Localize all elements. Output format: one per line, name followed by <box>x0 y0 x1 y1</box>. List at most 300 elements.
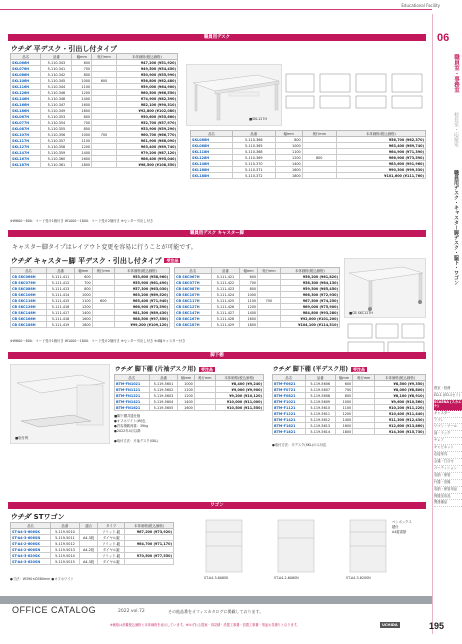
caster-table-right <box>174 267 340 328</box>
catalog-reference: その他品番をオフィスカタログに掲載しております。 <box>168 609 264 614</box>
table-cell: SKL148H <box>191 161 233 167</box>
table-cell: ¥9,200 (¥10,120) <box>215 393 263 399</box>
table-cell: ¥67,500 (¥74,250) <box>280 298 339 304</box>
table-cell: CB SKC127H <box>175 304 212 310</box>
column-header: 本体価格(税込価格) <box>125 523 174 529</box>
table-cell: ¥64,900 (¥71,390) <box>336 149 425 155</box>
table-cell: BTM-F0821 <box>273 393 306 399</box>
sidebar-nav-item[interactable]: ED-1 (ED-1セミ) <box>434 393 462 400</box>
desk-table-right <box>190 130 426 179</box>
table-cell: ¥66,900 (¥73,590) <box>114 304 169 310</box>
made-to-order-badge: 受注品 <box>166 258 179 263</box>
shelf-table-left <box>114 374 264 411</box>
table-cell: 5-119-5613 <box>305 423 335 429</box>
wagon-images <box>186 514 426 586</box>
table-cell: ¥81,300 (¥89,430) <box>114 310 169 316</box>
column-header: 品名 <box>175 268 212 274</box>
table-cell: ¥10,500 (¥11,550) <box>215 405 263 411</box>
table-cell: ¥58,300 (¥64,130) <box>280 280 339 286</box>
wagon-callouts <box>392 520 412 535</box>
wagon-label-2: ST-A4-2-606SN <box>274 576 299 580</box>
product-title: 平デスク・引出し付タイプ <box>33 45 118 53</box>
table-cell: 5-110-366 <box>232 137 275 143</box>
table-cell: BTM-F1221 <box>273 411 306 417</box>
table-cell: SKL187H <box>11 162 41 168</box>
catalog-title: OFFICE CATALOG <box>12 605 97 615</box>
table-cell: 5-119-5607 <box>305 387 335 393</box>
caster-image-label: ■CB SKC127H <box>349 311 373 315</box>
table-cell: SKL167H <box>11 156 41 162</box>
table-cell: 5-119-5608 <box>305 393 335 399</box>
table-cell: 5-110-365 <box>232 143 275 149</box>
footer-band <box>0 596 432 604</box>
sidebar-nav-item[interactable]: ワゴン・ツール <box>434 424 462 431</box>
desk-note: ※W600～800：コード受け1個付き W1000～1800：コード受け2個付き ※センター引出し付き <box>10 219 154 223</box>
table-cell: 600 <box>75 274 93 280</box>
brand-logo: ウチダ <box>10 257 31 265</box>
shelf-illustration <box>11 365 111 445</box>
column-header: 本体価格(税込価格) <box>114 268 169 274</box>
table-cell: CB SKC126H <box>11 304 47 310</box>
table-cell: 5-119-5612 <box>305 417 335 423</box>
table-cell: ダイヤル錠 <box>98 559 125 565</box>
page-number: 195 <box>428 621 444 631</box>
column-header: 幅mm <box>75 268 93 274</box>
section-bar-shelf: 脚下棚 <box>8 352 426 359</box>
table-cell: SKL106H <box>11 78 41 84</box>
table-cell: CB SKC187H <box>175 322 212 328</box>
table-row <box>273 429 426 435</box>
spec-load: ●許容積載荷重：39kg <box>114 424 149 428</box>
column-header: 奥行mm <box>92 54 117 60</box>
table-cell: 700 <box>72 66 92 72</box>
table-cell <box>194 405 215 411</box>
table-cell: CB SKC106H <box>11 292 47 298</box>
column-header: 品名 <box>115 375 150 381</box>
column-header: 幅mm <box>178 375 194 381</box>
table-cell: 5-119-5610 <box>305 405 335 411</box>
section-bar-caster: 職員用デスク キャスター脚 <box>8 230 426 237</box>
table-cell: 5-110-368 <box>232 149 275 155</box>
table-cell: BTM-FN1421 <box>115 399 150 405</box>
table-cell: 1800 <box>275 173 302 179</box>
table-cell: 800 <box>275 137 302 143</box>
dimension-diagram <box>284 66 426 112</box>
table-cell: 5-110-360 <box>41 156 72 162</box>
table-cell: 1400 <box>72 96 92 102</box>
table-cell: 1800 <box>72 108 92 114</box>
shelf-image <box>10 364 110 444</box>
table-cell: 5-111-411 <box>47 274 75 280</box>
table-cell: 1200 <box>275 155 302 161</box>
table-cell: 5-111-424 <box>211 292 239 298</box>
table-cell: 1800 <box>75 322 93 328</box>
wagon-table <box>10 522 174 565</box>
table-cell: 1200 <box>335 411 352 417</box>
table-cell: BTM-F1121 <box>273 405 306 411</box>
table-cell: 5-110-342 <box>41 72 72 78</box>
column-header: 奥行mm <box>353 375 375 381</box>
table-cell: ¥101,600 (¥111,760) <box>336 173 425 179</box>
table-cell: BTM-F0621 <box>273 381 306 387</box>
sidebar-nav-item[interactable]: 袖・ラック <box>434 431 462 438</box>
table-cell: SKL086H <box>11 72 41 78</box>
table-cell: 5-119-5015 <box>50 559 79 565</box>
table-cell: SKL128H <box>191 155 233 161</box>
table-cell: ¥9,000 (¥9,900) <box>215 387 263 393</box>
table-cell: 5-110-372 <box>232 173 275 179</box>
table-cell: ¥59,500 (¥65,450) <box>280 286 339 292</box>
table-cell: 1100 <box>275 149 302 155</box>
callout-pen-box: ペンボックス <box>392 520 412 524</box>
table-cell: 5-111-421 <box>211 274 239 280</box>
table-cell: 1100 <box>335 405 352 411</box>
column-header: 品名 <box>273 375 306 381</box>
wagon-note: ●寸法：W390×D580mm ●オフホワイト <box>10 577 74 581</box>
table-cell: ¥53,900 (¥59,290) <box>116 126 177 132</box>
table-cell: ¥66,300 (¥72,930) <box>280 292 339 298</box>
table-cell: 1400 <box>72 150 92 156</box>
table-row <box>175 322 340 328</box>
table-cell: ソリッド-錠 <box>98 529 125 535</box>
table-cell: BTM-F1821 <box>273 429 306 435</box>
table-row <box>115 405 264 411</box>
table-cell: A4-3段 <box>79 535 97 541</box>
table-cell: CB SKC076H <box>11 280 47 286</box>
table-cell: 600 <box>240 274 258 280</box>
table-cell: SKL087H <box>11 126 41 132</box>
table-cell: 1100 <box>75 298 93 304</box>
table-cell: ¥74,900 (¥82,390) <box>116 96 177 102</box>
table-cell: ¥104,100 (¥114,510) <box>280 322 339 328</box>
table-cell: 5-110-341 <box>41 66 72 72</box>
table-cell: ソリッド-錠 <box>98 541 125 547</box>
caster-desk-illustration <box>345 259 427 319</box>
table-cell: CB SKC067H <box>175 274 212 280</box>
table-cell: ¥59,000 (¥64,900) <box>116 84 177 90</box>
table-cell: ¥84,800 (¥93,280) <box>280 310 339 316</box>
sidebar <box>432 14 462 634</box>
table-cell: 800 <box>72 126 92 132</box>
caster-dimension-diagram <box>346 322 426 356</box>
table-cell: 5-111-417 <box>47 310 75 316</box>
table-cell: 5-110-361 <box>41 162 72 168</box>
column-header: 品名 <box>11 54 41 60</box>
table-cell: SKL126H <box>11 90 41 96</box>
table-cell: A4-3段 <box>79 559 97 565</box>
sidebar-nav-item[interactable]: 応接家具 <box>434 452 462 459</box>
table-cell: 5-110-371 <box>232 167 275 173</box>
table-cell: 1200 <box>240 304 258 310</box>
table-cell: 1600 <box>75 316 93 322</box>
column-header: 本体価格(税込価格) <box>336 131 425 137</box>
shelf-table-right <box>272 374 426 435</box>
table-cell: CB SKC107H <box>175 292 212 298</box>
table-cell: ¥50,600 (¥55,660) <box>116 114 177 120</box>
table-cell: 5-119-5609 <box>305 399 335 405</box>
table-row <box>191 173 426 179</box>
table-cell <box>92 162 117 168</box>
table-cell: 1600 <box>72 102 92 108</box>
table-cell: 1400 <box>335 417 352 423</box>
table-cell: CB SKC086H <box>11 286 47 292</box>
table-cell: 700 <box>92 132 117 138</box>
table-cell: BTM-FN1121 <box>115 387 150 393</box>
made-to-order-badge: 受注品 <box>353 366 366 372</box>
table-cell: ¥70,500 (¥77,550) <box>125 553 174 559</box>
section-bar-wagon: ワゴン <box>8 502 426 509</box>
table-cell: 5-119-5012 <box>50 541 79 547</box>
column-header: 幅mm <box>240 268 258 274</box>
category-sub[interactable]: 校長室・応接室 <box>453 112 459 147</box>
table-cell: 600 <box>92 298 114 304</box>
table-cell: 1400 <box>275 161 302 167</box>
column-header: 品名 <box>11 523 51 529</box>
column-header: 奥行mm <box>302 131 336 137</box>
sidebar-nav-item[interactable]: 什器・設備 <box>434 480 462 487</box>
top-bar <box>0 3 462 11</box>
table-cell: 1600 <box>178 405 194 411</box>
shelf-image-label: ■取付例 <box>15 436 29 440</box>
table-cell: SKL168H <box>191 167 233 173</box>
table-cell: 5-119-5011 <box>50 535 79 541</box>
column-header: 適合 <box>79 523 97 529</box>
callout-a4: A4縦書類 <box>392 530 407 534</box>
table-cell: 5-110-349 <box>41 108 72 114</box>
desk-dimension-drawings <box>284 66 426 112</box>
sidebar-nav-item[interactable]: 収納・保管 <box>434 473 462 480</box>
table-cell: 700 <box>258 298 281 304</box>
table-cell: 5-110-347 <box>41 102 72 108</box>
caster-lead: キャスター脚タイプはレイアウト変更を容易に行うことが可能です。 <box>12 244 197 251</box>
table-cell: 5-119-5611 <box>305 411 335 417</box>
column-header: 幅mm <box>335 375 352 381</box>
table-cell: CB SKC167H <box>175 316 212 322</box>
product-title-caster <box>10 256 180 266</box>
wagon-label-1: ST-A4-3-606SK <box>204 576 229 580</box>
sidebar-nav-item[interactable]: アブレ <box>434 418 462 425</box>
sidebar-nav-item[interactable]: 教室・校務 <box>434 386 462 393</box>
table-cell: ¥92,800 (¥102,080) <box>116 108 177 114</box>
table-cell: 5-111-416 <box>47 304 75 310</box>
table-cell: 5-119-5614 <box>305 429 335 435</box>
brand-logo: ウチダ <box>114 366 132 373</box>
table-cell: ¥56,700 (¥62,370) <box>336 137 425 143</box>
table-cell: 1600 <box>240 316 258 322</box>
sidebar-nav-item[interactable]: 会議・打合せ <box>434 459 462 466</box>
table-cell: 1100 <box>240 298 258 304</box>
table-cell: 600 <box>92 78 117 84</box>
table-cell: 800 <box>240 286 258 292</box>
table-cell <box>302 173 336 179</box>
table-cell: ¥10,200 (¥11,220) <box>375 405 426 411</box>
table-cell: 1200 <box>178 393 194 399</box>
column-header: タイプ <box>98 523 125 529</box>
table-cell: 1000 <box>72 78 92 84</box>
table-cell: CB SKC116H <box>11 298 47 304</box>
product-title: STワゴン <box>33 513 65 521</box>
table-cell: 800 <box>75 286 93 292</box>
top-rule <box>0 9 432 10</box>
desk-table-left <box>10 53 178 168</box>
table-cell: 5-119-5606 <box>305 381 335 387</box>
chapter-number: 06 <box>437 32 450 44</box>
table-cell: 5-110-353 <box>41 114 72 120</box>
table-cell: 5-110-348 <box>41 96 72 102</box>
column-header: 品名 <box>191 131 233 137</box>
product-title: 脚下棚 (片袖デスク用) <box>134 366 197 373</box>
shelf-note-left: ●取付方法：片袖デスク(SKL) <box>114 439 159 443</box>
table-cell: 5-110-346 <box>41 90 72 96</box>
table-cell: ST-A4-3-620SN <box>11 559 51 565</box>
table-cell: 5-111-422 <box>211 280 239 286</box>
table-cell: ¥82,100 (¥90,310) <box>116 102 177 108</box>
table-cell: 1600 <box>275 167 302 173</box>
table-cell: 5-119-5604 <box>149 399 178 405</box>
price-footnote: ※価格は消費税込価格と本体価格を表示しています。※ゆずれる提案・再見積・設置工事費・設置工事費・別途お見積りとなります。 <box>110 623 300 627</box>
table-cell: ¥86,400 (¥95,040) <box>116 156 177 162</box>
sidebar-nav-item[interactable]: キャビネット <box>434 445 462 452</box>
column-header: 本体価格(税込価格) <box>215 375 263 381</box>
table-cell: 5-111-418 <box>47 316 75 322</box>
table-cell: CB SKC146H <box>11 310 47 316</box>
table-cell: ¥63,400 (¥69,740) <box>336 143 425 149</box>
table-cell: ¥56,200 (¥61,820) <box>280 274 339 280</box>
desk-image <box>186 64 282 126</box>
table-cell: 5-111-419 <box>47 322 75 328</box>
table-cell: 5-111-414 <box>47 292 75 298</box>
product-title-shelf-left <box>114 364 215 373</box>
table-cell: 1000 <box>75 292 93 298</box>
brand-logo: ウチダ <box>10 513 31 521</box>
table-cell: ¥12,600 (¥13,860) <box>375 423 426 429</box>
section-bar-desk: 職員用デスク <box>8 34 426 41</box>
table-cell: 5-110-359 <box>41 150 72 156</box>
callout-lock: 鍵付 <box>392 525 399 529</box>
shelf-note-right: ●取付方法：平デスク(SKL)のみ対応 <box>272 443 327 447</box>
table-cell: ¥55,900 (¥61,490) <box>114 280 169 286</box>
column-header: 本体価格(税込価格) <box>375 375 426 381</box>
product-title-shelf-right <box>272 364 367 373</box>
table-cell: 5-111-427 <box>211 310 239 316</box>
table-cell: CB SKC087H <box>175 286 212 292</box>
table-cell: 5-119-5014 <box>50 553 79 559</box>
table-cell: 5-119-5603 <box>149 393 178 399</box>
wagon-label-3: ST-A4-3-620SN <box>346 576 371 580</box>
table-cell: BTM-FN1621 <box>115 405 150 411</box>
table-cell: ¥8,500 (¥9,350) <box>375 381 426 387</box>
column-header: 品名 <box>11 268 47 274</box>
table-cell: 5-111-423 <box>211 286 239 292</box>
column-header: 品番 <box>149 375 178 381</box>
column-header: 品番 <box>50 523 79 529</box>
table-cell: SKL188H <box>191 173 233 179</box>
table-cell: 5-110-369 <box>232 155 275 161</box>
table-cell: SKL107H <box>11 132 41 138</box>
table-row <box>11 162 178 168</box>
table-cell: 1400 <box>178 399 194 405</box>
table-cell: ¥69,000 (¥75,900) <box>280 304 339 310</box>
sidebar-nav-item[interactable]: 保健室用品 <box>434 494 462 501</box>
sidebar-nav-item[interactable]: 関連備品 <box>434 500 462 507</box>
table-cell: 5-111-413 <box>47 286 75 292</box>
table-cell: ST-A4-3-620SK <box>11 553 51 559</box>
column-header: 本体価格(税込価格) <box>280 268 339 274</box>
table-cell: ¥47,200 (¥51,920) <box>116 60 177 66</box>
vertical-label: 職員用デスク・キャスター脚デスク・脇下・ワゴン <box>453 170 459 285</box>
sidebar-nav-item[interactable]: チェア <box>434 438 462 445</box>
uchida-logo: UCHIDA <box>382 623 398 627</box>
spec-color: ●オフホワイト(W)色 <box>114 419 146 423</box>
table-row <box>11 559 174 565</box>
table-cell: 1200 <box>75 304 93 310</box>
table-cell: 1000 <box>72 132 92 138</box>
table-cell: BTM-F1621 <box>273 423 306 429</box>
table-cell: CB SKC147H <box>175 310 212 316</box>
category-active[interactable]: 職員室・事務室 <box>453 54 459 93</box>
table-cell: BTM-F1021 <box>273 399 306 405</box>
product-title: キャスター脚 平デスク・引出し付タイプ <box>33 257 162 265</box>
table-cell: ¥60,500 (¥66,550) <box>116 90 177 96</box>
made-to-order-badge: 受注品 <box>201 366 214 372</box>
table-cell: 5-110-357 <box>41 138 72 144</box>
table-cell: 5-119-5602 <box>149 387 178 393</box>
table-cell: ¥61,900 (¥68,090) <box>116 138 177 144</box>
table-cell: SKL088H <box>191 143 233 149</box>
sidebar-nav-item[interactable]: パーティション <box>434 466 462 473</box>
sidebar-nav-item[interactable]: キャスター <box>434 411 462 418</box>
table-cell: ¥8,400 (¥9,240) <box>215 381 263 387</box>
table-cell: 1400 <box>240 310 258 316</box>
sidebar-nav-item[interactable]: 収納・保管用品 <box>434 487 462 494</box>
table-cell: ¥67,200 (¥73,920) <box>125 529 174 535</box>
table-cell: ¥79,200 (¥87,120) <box>116 150 177 156</box>
table-cell: ¥90,300 (¥99,330) <box>336 167 425 173</box>
table-cell: SKL186H <box>11 108 41 114</box>
column-header: 奥行mm <box>258 268 281 274</box>
column-header: 品番 <box>47 268 75 274</box>
table-cell: ¥50,900 (¥55,990) <box>116 72 177 78</box>
table-cell: CB SKC166H <box>11 316 47 322</box>
table-cell: 1600 <box>335 423 352 429</box>
table-cell: ¥53,600 (¥58,960) <box>114 274 169 280</box>
column-header: 幅mm <box>275 131 302 137</box>
table-cell: 600 <box>72 114 92 120</box>
column-header: 品番 <box>232 131 275 137</box>
table-cell: SKL127H <box>11 144 41 150</box>
table-cell: 1800 <box>335 429 352 435</box>
table-cell: 1100 <box>72 138 92 144</box>
table-cell: 1400 <box>75 310 93 316</box>
table-cell: 600 <box>335 381 352 387</box>
table-cell: 800 <box>302 155 336 161</box>
table-cell: 5-119-5605 <box>149 405 178 411</box>
table-cell: 1200 <box>72 144 92 150</box>
table-cell: 5-110-343 <box>41 60 72 66</box>
table-cell: 5-110-356 <box>41 132 72 138</box>
table-cell: 1000 <box>335 399 352 405</box>
table-cell: ¥8,000 (¥8,800) <box>375 387 426 393</box>
sidebar-nav <box>434 386 462 507</box>
table-cell: ST-A4-3-606SK <box>11 529 51 535</box>
table-cell: 700 <box>75 280 93 286</box>
table-cell: 5-111-415 <box>47 298 75 304</box>
product-title-wagon <box>10 512 64 522</box>
table-cell <box>353 429 375 435</box>
table-cell: ¥63,400 (¥69,740) <box>116 144 177 150</box>
table-cell: SKL067H <box>11 114 41 120</box>
sidebar-nav-item[interactable]: SCAENA (スカエナ) <box>434 400 462 411</box>
